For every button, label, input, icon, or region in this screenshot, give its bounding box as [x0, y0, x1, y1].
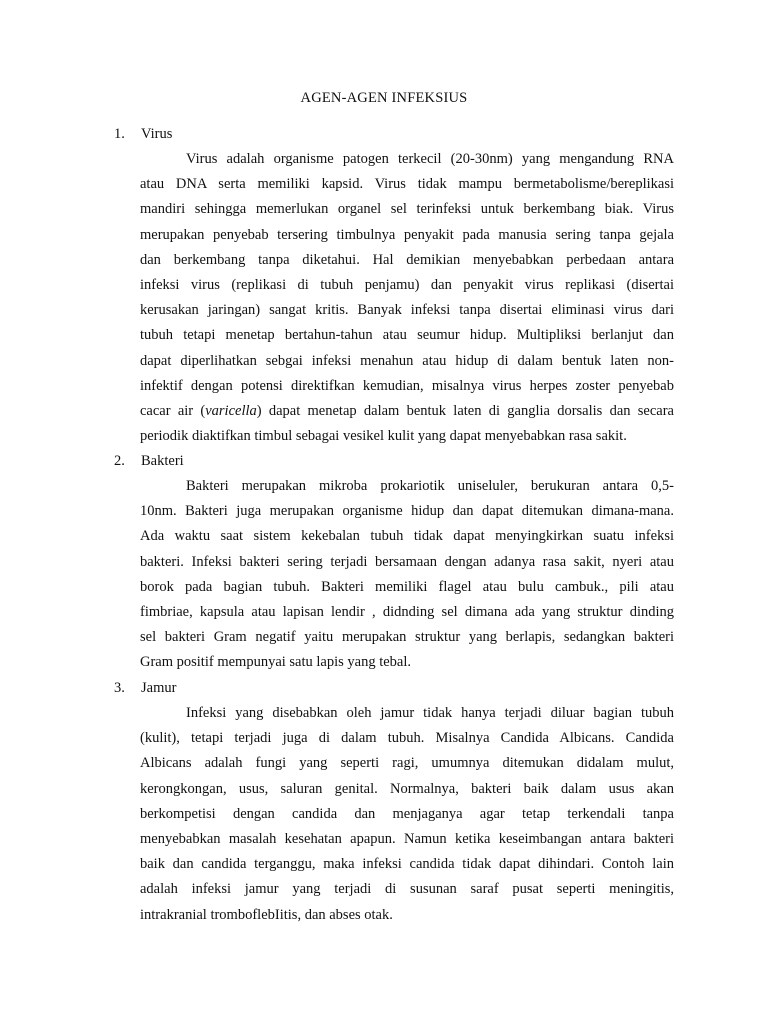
paragraph-line: dan berkembang tanpa diketahui. Hal demikian menyebabkan perbedaan antara: [140, 251, 674, 268]
paragraph-line-italic: [140, 399, 674, 424]
text-segment: ) dapat menetap dalam bentuk laten di ganglia dorsalis dan secara: [256, 402, 674, 419]
paragraph-line: Albicans adalah fungi yang seperti ragi, umumnya ditemukan didalam mulut,: [140, 755, 674, 772]
paragraph-line: atau DNA serta memiliki kapsid. Virus tidak mampu bermetabolisme/bereplikasi: [140, 176, 674, 193]
paragraph-line: infeksi virus (replikasi di tubuh penjamu) dan penyakit virus replikasi (disertai: [140, 276, 674, 293]
paragraph-line: (kulit), tetapi terjadi juga di dalam tubuh. Misalnya Candida Albicans. Candida: [140, 730, 674, 747]
paragraph-jamur: [140, 701, 674, 928]
section-heading-jamur: [114, 678, 176, 698]
paragraph-line: berkompetisi dengan candida dan menjaganya agar tetap terkendali tanpa: [140, 805, 674, 822]
section-title: Jamur: [141, 680, 177, 696]
paragraph-line: Infeksi yang disebabkan oleh jamur tidak hanya terjadi diluar bagian tubuh: [186, 705, 674, 721]
paragraph-line: kerongkongan, usus, saluran genital. Normalnya, bakteri baik dalam usus akan: [140, 780, 674, 797]
paragraph-line: baik dan candida terganggu, maka infeksi candida tidak dapat dihindari. Contoh lain: [140, 856, 674, 873]
section-heading-bakteri: [114, 451, 184, 471]
section-title: Bakteri: [141, 453, 184, 469]
paragraph-line: intrakranial tromboflebIitis, dan abses otak.: [140, 906, 393, 923]
paragraph-line: tubuh tetapi menetap bertahun-tahun atau seumur hidup. Multipliksi berlanjut dan: [140, 327, 674, 344]
paragraph-line: dapat diperlihatkan sebgai infeksi menahun atau hidup di dalam bentuk laten non-: [140, 352, 674, 369]
paragraph-line: Virus adalah organisme patogen terkecil (20-30nm) yang mengandung RNA: [186, 151, 674, 167]
paragraph-line: Bakteri merupakan mikroba prokariotik uniseluler, berukuran antara 0,5-: [186, 478, 674, 494]
section-number: 1.: [114, 126, 125, 142]
paragraph-line: periodik diaktifkan timbul sebagai vesikel kulit yang dapat menyebabkan rasa sakit.: [140, 428, 627, 445]
paragraph-line: 10nm. Bakteri juga merupakan organisme hidup dan dapat ditemukan dimana-mana.: [140, 503, 674, 520]
paragraph-line: mandiri sehingga memerlukan organel sel terinfeksi untuk berkembang biak. Virus: [140, 201, 674, 218]
document-title: AGEN-AGEN INFEKSIUS: [300, 90, 468, 106]
paragraph-bakteri: [140, 474, 674, 676]
paragraph-line: Gram positif mempunyai satu lapis yang tebal.: [140, 654, 412, 671]
section-number: 2.: [114, 453, 125, 469]
paragraph-line: bakteri. Infeksi bakteri sering terjadi bersamaan dengan adanya rasa sakit, nyeri atau: [140, 553, 674, 570]
paragraph-line: Ada waktu saat sistem kekebalan tubuh tidak dapat menyingkirkan suatu infeksi: [140, 528, 674, 545]
section-number: 3.: [114, 680, 125, 696]
paragraph-line: menyebabkan masalah kesehatan apapun. Namun ketika keseimbangan antara bakteri: [140, 830, 674, 847]
text-segment: cacar air (: [140, 402, 206, 419]
paragraph-line: fimbriae, kapsula atau lapisan lendir , didnding sel dimana ada yang struktur dinding: [140, 603, 674, 620]
paragraph-line: adalah infeksi jamur yang terjadi di susunan saraf pusat seperti meningitis,: [140, 881, 674, 898]
paragraph-virus: [140, 147, 674, 449]
italic-term: varicella: [205, 402, 257, 419]
paragraph-line: borok pada bagian tubuh. Bakteri memiliki flagel atau bulu cambuk., pili atau: [140, 578, 674, 595]
paragraph-line: kerusakan jaringan) sangat kritis. Banyak infeksi tanpa disertai eliminasi virus dari: [140, 302, 674, 319]
paragraph-line: sel bakteri Gram negatif yaitu merupakan struktur yang berlapis, sedangkan bakteri: [140, 629, 674, 646]
section-title: Virus: [141, 126, 173, 142]
paragraph-line: merupakan penyebab tersering timbulnya penyakit pada manusia sering tanpa gejala: [140, 226, 674, 243]
paragraph-line: infektif dengan potensi direktifkan kemudian, misalnya virus herpes zoster penyebab: [140, 377, 674, 394]
section-heading-virus: [114, 124, 172, 144]
